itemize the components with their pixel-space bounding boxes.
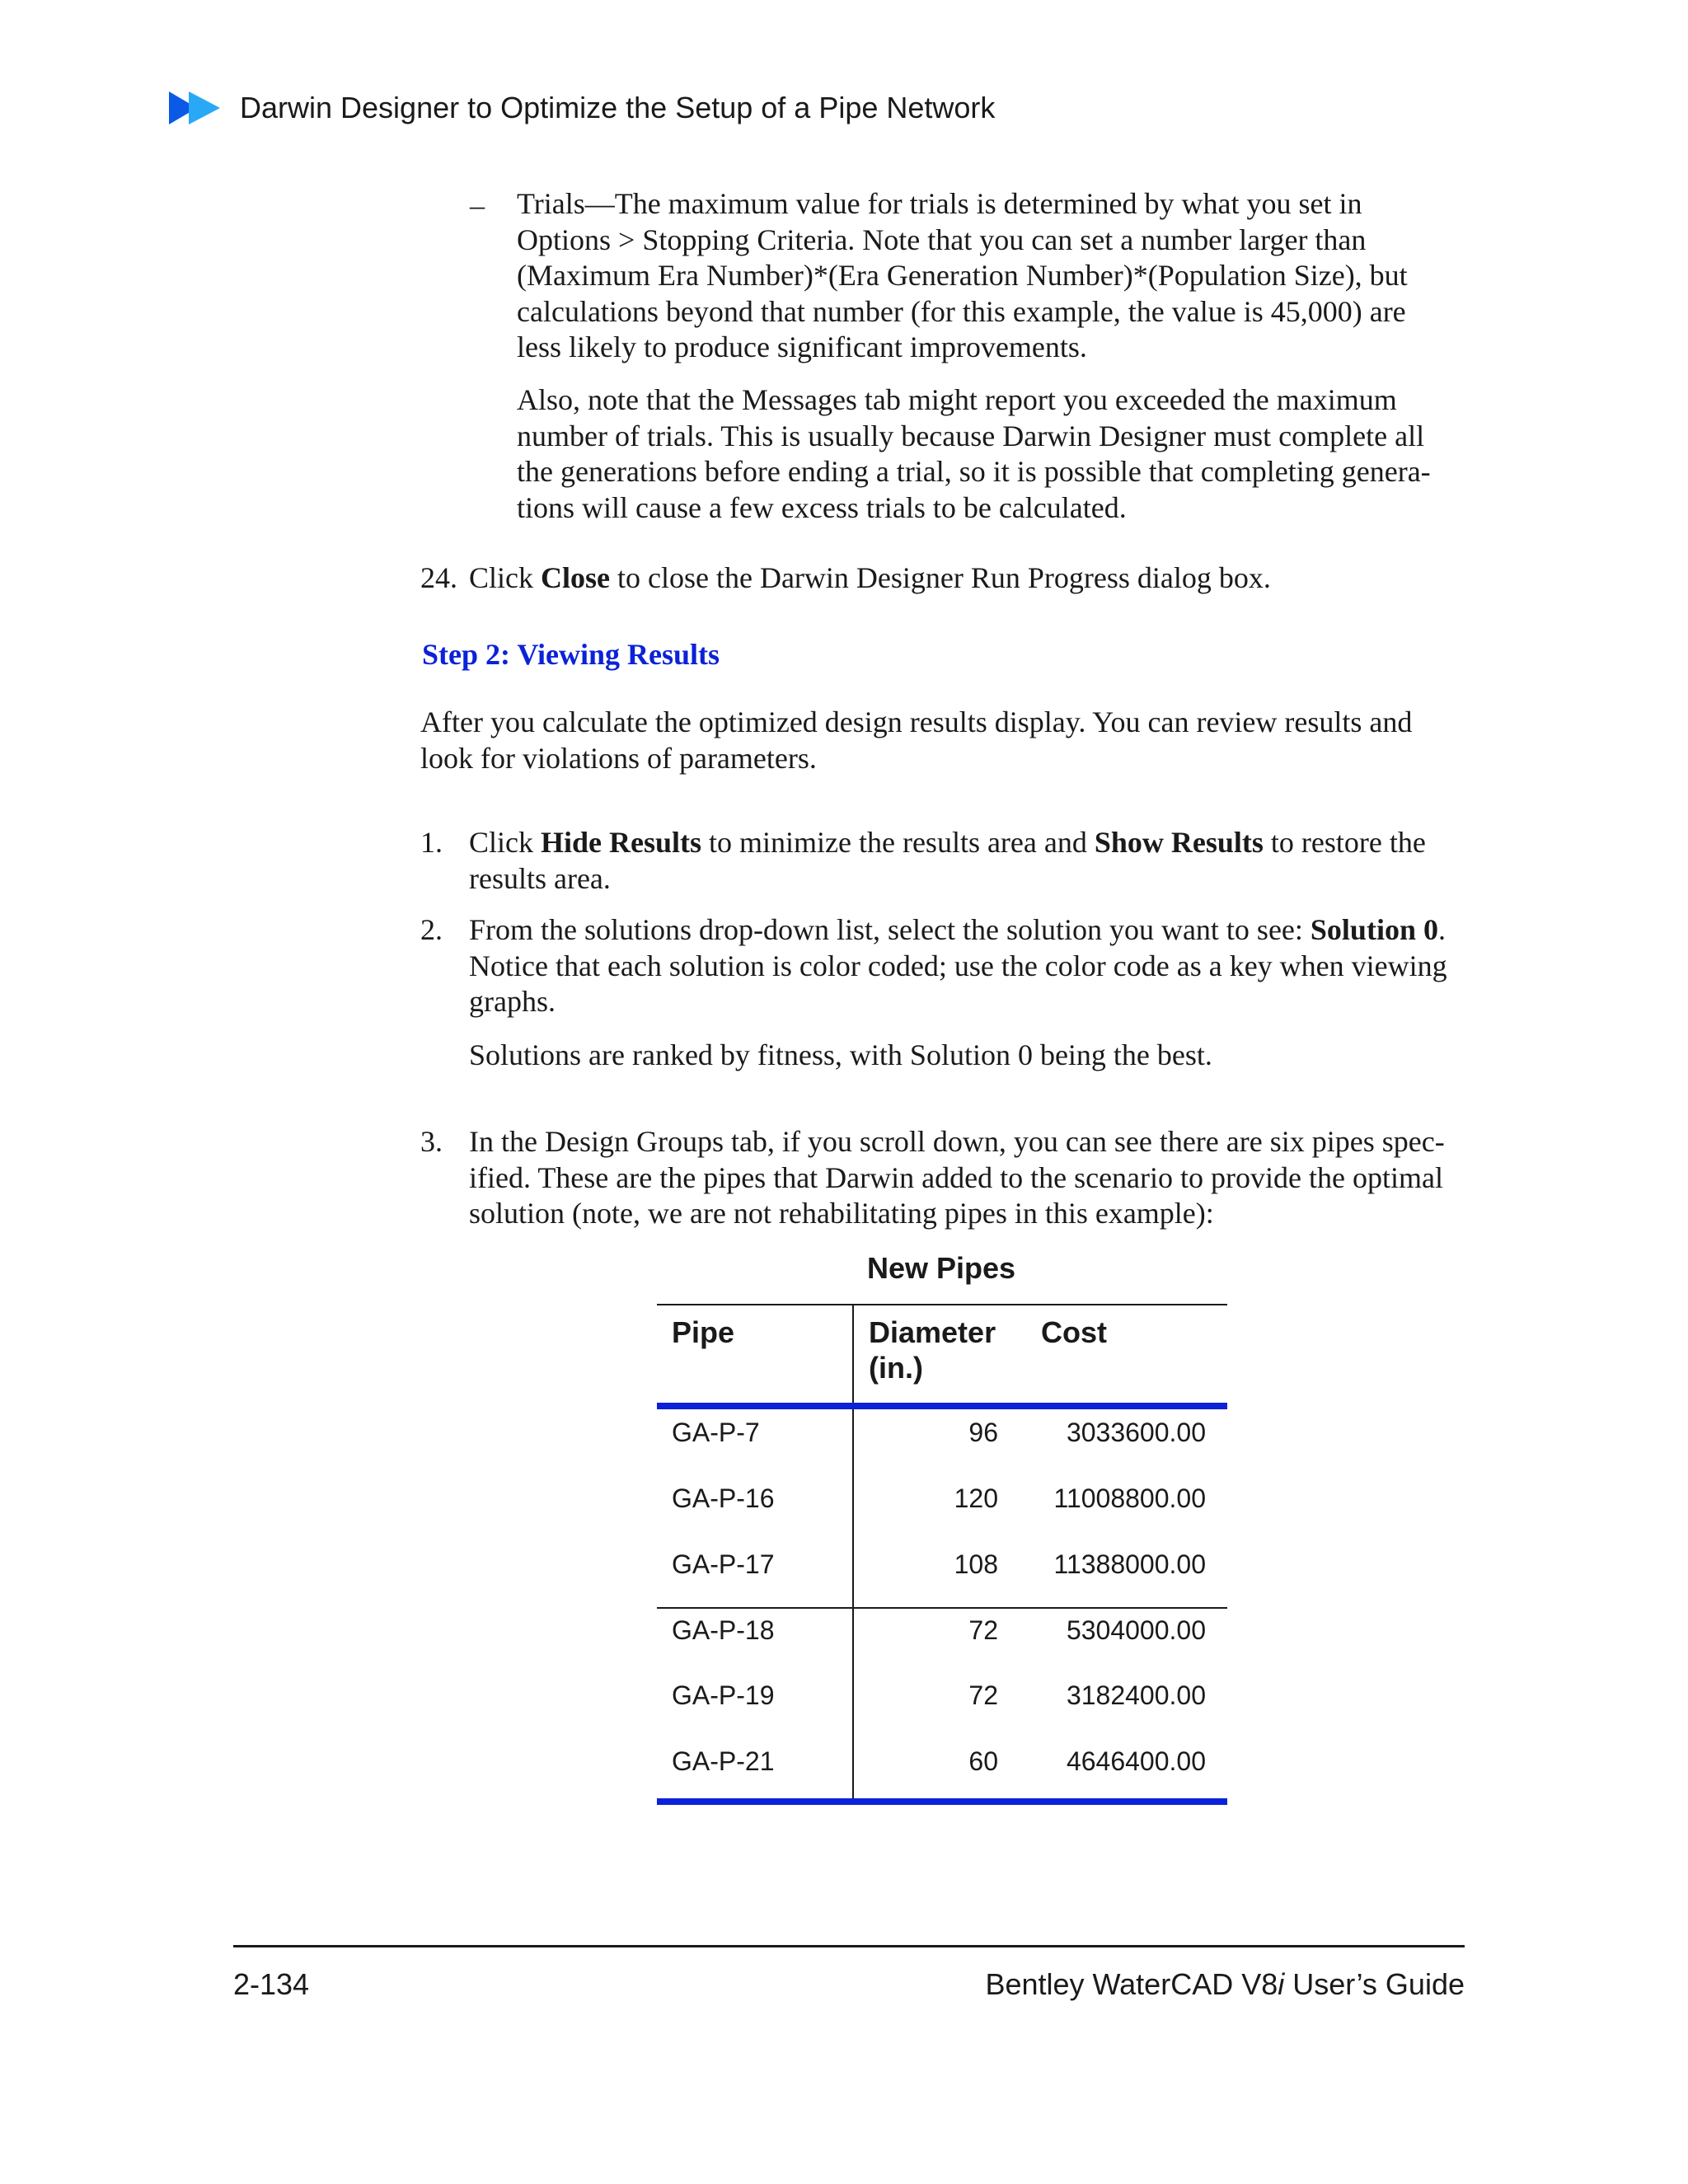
table-bottom-rule — [657, 1798, 1227, 1805]
text-line: Also, note that the Messages tab might report you exceeded the maximum — [517, 383, 1397, 416]
table-cell-cost: 5304000.00 — [1066, 1615, 1206, 1645]
step-number: 3. — [420, 1125, 443, 1158]
column-header-pipe: Pipe — [672, 1315, 735, 1349]
table-cell-pipe: GA-P-16 — [672, 1483, 775, 1513]
text-line: calculations beyond that number (for this example, the value is 45,000) are — [517, 294, 1406, 328]
table-cell-pipe: GA-P-21 — [672, 1746, 775, 1776]
text-line: graphs. — [469, 985, 556, 1018]
table-cell-diameter: 72 — [968, 1615, 998, 1645]
column-header-cost: Cost — [1041, 1315, 1107, 1349]
text-line: (Maximum Era Number)*(Era Generation Number)*(Population Size), but — [517, 259, 1408, 292]
header-title: Darwin Designer to Optimize the Setup of a Pipe Network — [240, 91, 996, 124]
text-line: solution (note, we are not rehabilitating pipes in this example): — [469, 1197, 1214, 1230]
text-line: Options > Stopping Criteria. Note that you can set a number larger than — [517, 223, 1367, 256]
text-run: Click — [469, 561, 541, 594]
table-cell-diameter: 108 — [954, 1549, 998, 1579]
table-cell-cost: 4646400.00 — [1066, 1746, 1206, 1776]
trials-paragraph — [517, 186, 1408, 366]
text-line: Notice that each solution is color coded; use the color code as a key when viewing — [469, 949, 1447, 982]
step-2-note: Solutions are ranked by fitness, with Solution 0 being the best. — [469, 1038, 1212, 1071]
step-number: 24. — [420, 561, 457, 594]
text-run: to minimize the results area and — [701, 826, 1095, 859]
running-header — [169, 89, 995, 127]
table-cell-diameter: 72 — [968, 1680, 998, 1710]
step-3-text — [469, 1124, 1445, 1232]
footer-rule — [233, 1945, 1465, 1947]
page-number: 2-134 — [233, 1967, 310, 2001]
table-cell-cost: 11008800.00 — [1053, 1483, 1206, 1513]
text-run: Bentley WaterCAD V8 — [985, 1967, 1278, 2001]
table-cell-pipe: GA-P-7 — [672, 1418, 760, 1447]
text-run-italic: i — [1278, 1967, 1285, 2001]
text-run: . — [1437, 913, 1446, 946]
step-number: 1. — [420, 826, 443, 859]
text-line: look for violations of parameters. — [420, 741, 817, 775]
intro-paragraph — [420, 705, 1412, 776]
text-line: ified. These are the pipes that Darwin added to the scenario to provide the optimal — [469, 1160, 1443, 1194]
text-line: Trials—The maximum value for trials is determined by what you set in — [517, 187, 1362, 220]
step-2-text — [469, 912, 1447, 1020]
table-cell-cost: 3182400.00 — [1066, 1680, 1206, 1710]
ui-term-close: Close — [541, 561, 610, 594]
header-line: Diameter — [869, 1315, 996, 1349]
text-run: to close the Darwin Designer Run Progress dialog box. — [610, 561, 1271, 594]
table-cell-cost: 3033600.00 — [1066, 1418, 1206, 1447]
text-line: the generations before ending a trial, so it is possible that completing genera- — [517, 455, 1431, 488]
table-top-rule — [657, 1304, 1227, 1305]
table-title: New Pipes — [867, 1251, 1016, 1285]
text-line: less likely to produce significant improvements. — [517, 330, 1087, 363]
header-line: (in.) — [869, 1351, 923, 1385]
step-24-text — [469, 560, 1271, 597]
table-cell-pipe: GA-P-17 — [672, 1549, 775, 1579]
guide-title — [985, 1967, 1465, 2002]
double-arrow-icon — [169, 90, 223, 126]
table-header-rule — [657, 1403, 1227, 1409]
column-header-diameter — [869, 1315, 996, 1385]
table-cell-diameter: 120 — [954, 1483, 998, 1513]
ui-term-solution-0: Solution 0 — [1310, 913, 1438, 946]
step-number: 2. — [420, 913, 443, 946]
table-cell-diameter: 60 — [968, 1746, 998, 1776]
text-line: After you calculate the optimized design results display. You can review results and — [420, 705, 1413, 738]
ui-term-show-results: Show Results — [1094, 826, 1264, 859]
text-run: User’s Guide — [1284, 1967, 1465, 2001]
step-1-text — [469, 825, 1426, 897]
table-group-rule — [657, 1607, 1227, 1609]
table-column-divider — [852, 1304, 854, 1803]
text-line: results area. — [469, 861, 611, 895]
table-cell-pipe: GA-P-18 — [672, 1615, 775, 1645]
text-line: In the Design Groups tab, if you scroll down, you can see there are six pipes spec- — [469, 1125, 1445, 1158]
table-cell-cost: 11388000.00 — [1053, 1549, 1206, 1579]
table-cell-diameter: 96 — [968, 1418, 998, 1447]
text-run: to restore the — [1263, 826, 1426, 859]
text-run: From the solutions drop-down list, select the solution you want to see: — [469, 913, 1311, 946]
section-heading: Step 2: Viewing Results — [422, 638, 720, 671]
ui-term-hide-results: Hide Results — [541, 826, 702, 859]
text-run: Click — [469, 826, 541, 859]
table-cell-pipe: GA-P-19 — [672, 1680, 775, 1710]
text-line: number of trials. This is usually because Darwin Designer must complete all — [517, 419, 1425, 452]
sub-bullet-marker: – — [470, 189, 485, 222]
text-line: tions will cause a few excess trials to be calculated. — [517, 490, 1127, 524]
new-pipes-table — [657, 1304, 1227, 1808]
trials-note-paragraph — [517, 382, 1431, 526]
